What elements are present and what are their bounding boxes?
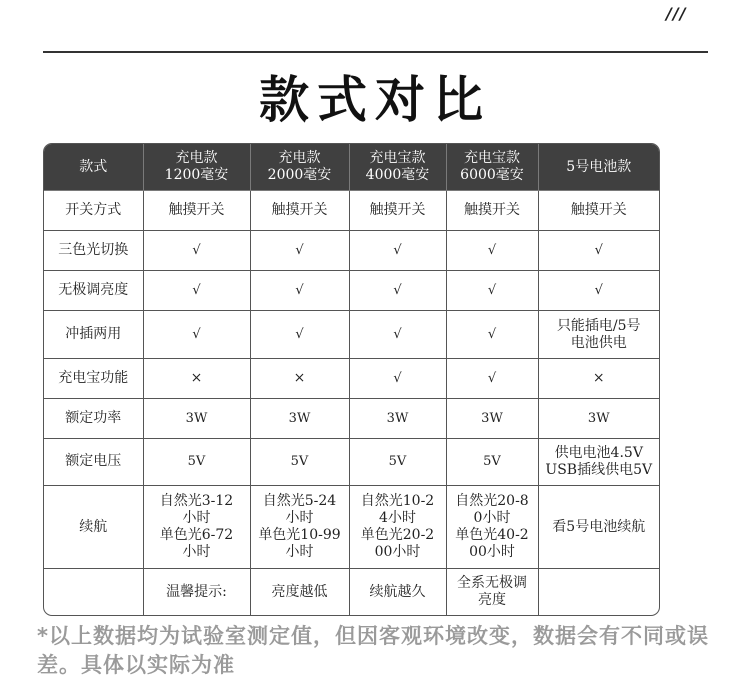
row-label: 三色光切换 [44,231,143,271]
table-row [44,438,659,485]
table-row [44,358,659,398]
table-cell: √ [349,311,446,358]
divider-line [43,51,708,53]
table-cell: 触摸开关 [349,191,446,231]
table-cell: 自然光10-2 4小时 单色光20-2 00小时 [349,486,446,569]
table-cell: 3W [538,398,659,438]
table-row [44,311,659,358]
comparison-table-frame [43,143,660,616]
table-cell: 看5号电池续航 [538,486,659,569]
row-label: 冲插两用 [44,311,143,358]
table-cell: 温馨提示: [143,569,250,615]
table-cell: 全系无极调 亮度 [446,569,538,615]
table-cell: 3W [349,398,446,438]
header-cell: 充电宝款 4000毫安 [349,144,446,191]
table-cell: √ [250,231,349,271]
decor-slashes: /// [666,4,687,23]
table-cell: 5V [143,438,250,485]
table-cell: × [538,358,659,398]
row-label: 充电宝功能 [44,358,143,398]
row-label [44,569,143,615]
table-cell: 自然光5-24 小时 单色光10-99 小时 [250,486,349,569]
table-cell: √ [446,271,538,311]
disclaimer-footnote: *以上数据均为试验室测定值，但因客观环境改变，数据会有不同或误差。具体以实际为准 [37,624,709,677]
table-cell: 供电电池4.5V USB插线供电5V [538,438,659,485]
row-label: 无极调亮度 [44,271,143,311]
table-cell: √ [446,358,538,398]
table-cell: √ [349,358,446,398]
table-cell: 5V [250,438,349,485]
table-cell: √ [349,271,446,311]
row-label: 额定功率 [44,398,143,438]
header-cell: 5号电池款 [538,144,659,191]
table-cell: × [250,358,349,398]
table-row [44,486,659,569]
row-label: 额定电压 [44,438,143,485]
table-cell: 触摸开关 [250,191,349,231]
table-cell: 触摸开关 [538,191,659,231]
table-cell: 5V [349,438,446,485]
row-label: 续航 [44,486,143,569]
header-cell: 充电款 1200毫安 [143,144,250,191]
comparison-table [44,144,659,615]
table-row [44,569,659,615]
table-cell: 触摸开关 [446,191,538,231]
table-cell: √ [143,231,250,271]
table-header-row [44,144,659,191]
table-row [44,271,659,311]
table-cell: 3W [446,398,538,438]
table-cell: 触摸开关 [143,191,250,231]
table-row [44,191,659,231]
table-cell: √ [538,231,659,271]
table-cell: × [143,358,250,398]
table-cell: 3W [143,398,250,438]
header-cell: 充电款 2000毫安 [250,144,349,191]
table-row [44,398,659,438]
table-cell: 续航越久 [349,569,446,615]
row-label: 开关方式 [44,191,143,231]
table-cell: 只能插电/5号 电池供电 [538,311,659,358]
table-cell: √ [538,271,659,311]
table-cell: √ [250,311,349,358]
table-cell [538,569,659,615]
table-cell: 5V [446,438,538,485]
page-title: 款式对比 [259,71,491,129]
table-cell: √ [446,231,538,271]
table-row [44,231,659,271]
table-cell: 自然光3-12 小时 单色光6-72 小时 [143,486,250,569]
table-cell: 自然光20-8 0小时 单色光40-2 00小时 [446,486,538,569]
header-cell: 充电宝款 6000毫安 [446,144,538,191]
table-cell: √ [446,311,538,358]
table-cell: 亮度越低 [250,569,349,615]
table-cell: √ [349,231,446,271]
table-cell: √ [250,271,349,311]
table-cell: √ [143,311,250,358]
table-cell: √ [143,271,250,311]
header-cell: 款式 [44,144,143,191]
table-cell: 3W [250,398,349,438]
